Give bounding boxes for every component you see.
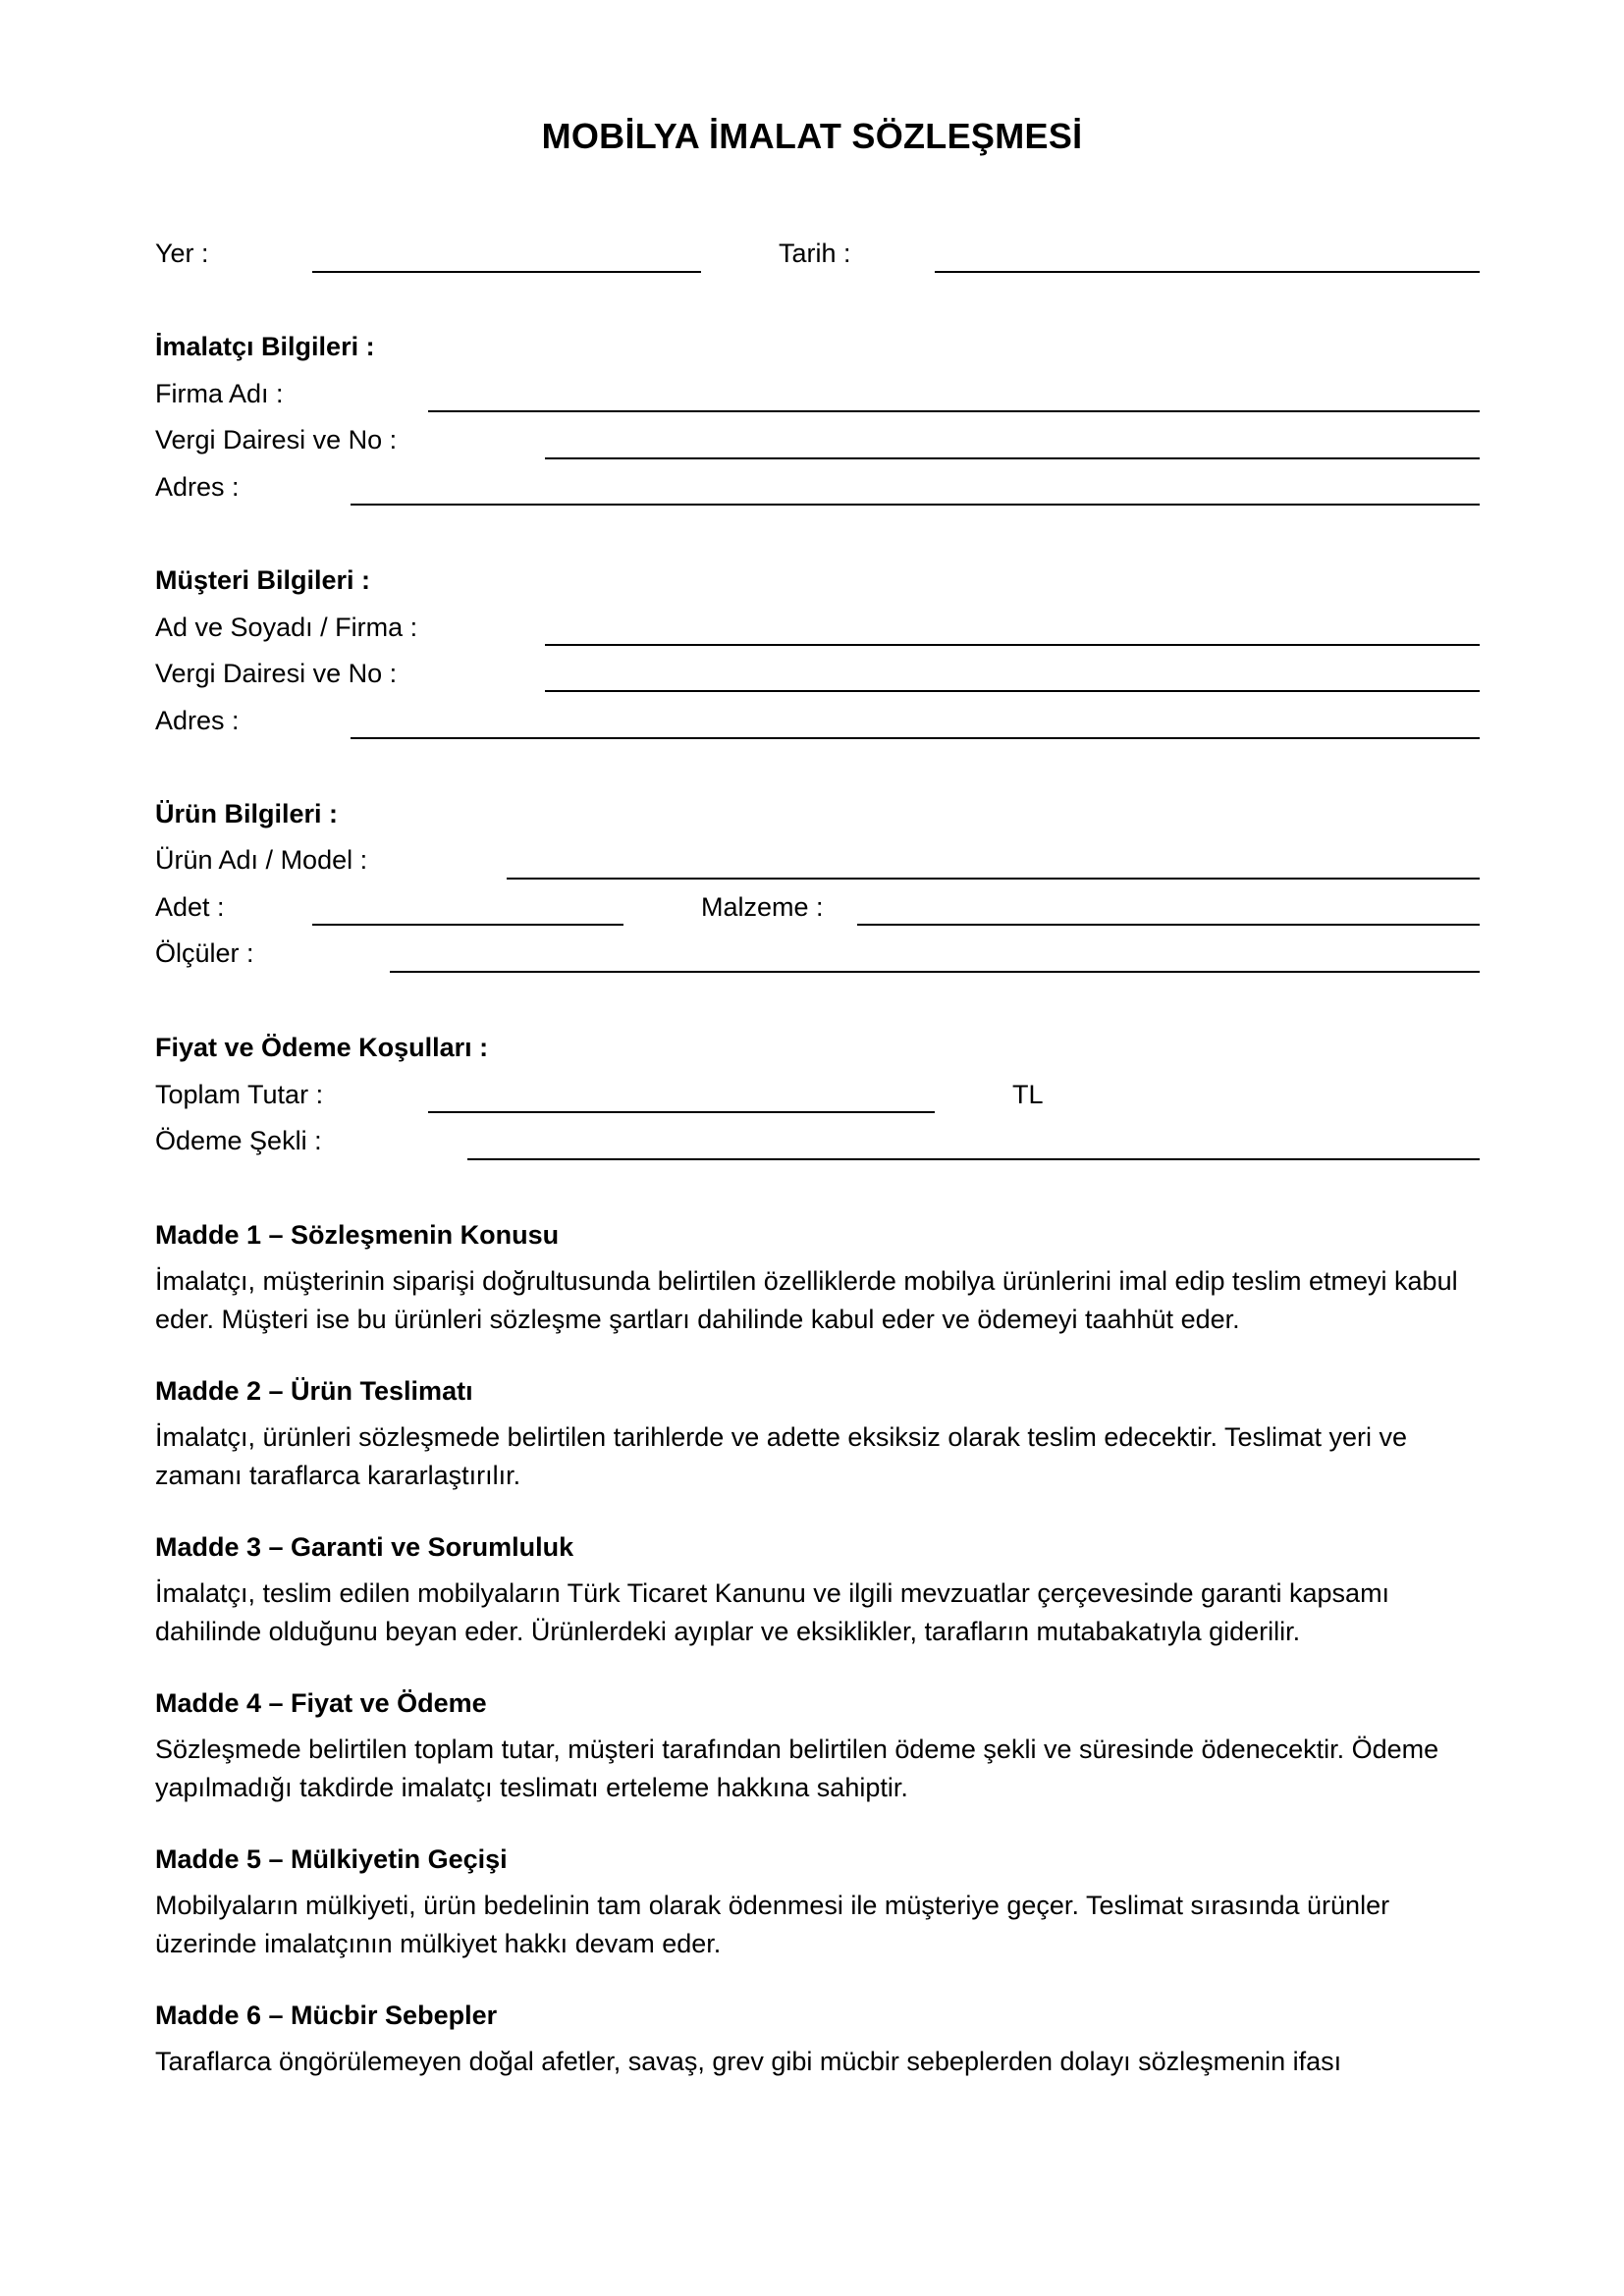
total-amount-label: Toplam Tutar : bbox=[155, 1080, 324, 1109]
product-heading: Ürün Bilgileri : bbox=[155, 799, 339, 828]
customer-address-label: Adres : bbox=[155, 706, 240, 735]
article-5-text: Mobilyaların mülkiyeti, ürün bedelinin tam olarak ödenmesi ile müşteriye geçer. Teslimat sırasında ürünler üzerinde imalatçının mülkiyet hakkı devam eder. bbox=[155, 1891, 1390, 1958]
date-field[interactable] bbox=[935, 271, 1480, 273]
article-5-heading: Madde 5 – Mülkiyetin Geçişi bbox=[155, 1844, 508, 1874]
article-2-heading: Madde 2 – Ürün Teslimatı bbox=[155, 1376, 473, 1406]
manufacturer-tax-field[interactable] bbox=[545, 457, 1480, 459]
total-amount-field[interactable] bbox=[428, 1111, 935, 1113]
product-quantity-label: Adet : bbox=[155, 892, 225, 922]
manufacturer-company-field[interactable] bbox=[428, 410, 1480, 412]
article-1-heading: Madde 1 – Sözleşmenin Konusu bbox=[155, 1220, 560, 1250]
payment-heading: Fiyat ve Ödeme Koşulları : bbox=[155, 1033, 489, 1062]
product-material-label: Malzeme : bbox=[701, 892, 824, 922]
customer-tax-label: Vergi Dairesi ve No : bbox=[155, 659, 398, 688]
manufacturer-tax-label: Vergi Dairesi ve No : bbox=[155, 425, 398, 454]
customer-heading: Müşteri Bilgileri : bbox=[155, 565, 371, 595]
manufacturer-address-label: Adres : bbox=[155, 472, 240, 502]
customer-address-field[interactable] bbox=[351, 737, 1480, 739]
date-label: Tarih : bbox=[779, 239, 851, 268]
manufacturer-heading: İmalatçı Bilgileri : bbox=[155, 332, 375, 361]
payment-method-label: Ödeme Şekli : bbox=[155, 1126, 322, 1155]
product-name-field[interactable] bbox=[507, 878, 1480, 880]
product-dimensions-label: Ölçüler : bbox=[155, 938, 254, 968]
article-6-text: Taraflarca öngörülemeyen doğal afetler, savaş, grev gibi mücbir sebeplerden dolayı sözleşmenin ifası bbox=[155, 2047, 1342, 2076]
article-4-text: Sözleşmede belirtilen toplam tutar, müşteri tarafından belirtilen ödeme şekli ve süresinde ödenecektir. Ödeme yapılmadığı takdirde imalatçı teslimatı erteleme hakkına sahiptir. bbox=[155, 1735, 1439, 1802]
place-label: Yer : bbox=[155, 239, 209, 268]
customer-name-label: Ad ve Soyadı / Firma : bbox=[155, 613, 418, 642]
product-dimensions-field[interactable] bbox=[390, 971, 1480, 973]
product-name-label: Ürün Adı / Model : bbox=[155, 845, 368, 875]
article-3-heading: Madde 3 – Garanti ve Sorumluluk bbox=[155, 1532, 574, 1562]
place-field[interactable] bbox=[312, 271, 701, 273]
page-title: MOBİLYA İMALAT SÖZLEŞMESİ bbox=[541, 116, 1083, 156]
customer-tax-field[interactable] bbox=[545, 690, 1480, 692]
article-4-heading: Madde 4 – Fiyat ve Ödeme bbox=[155, 1688, 487, 1718]
article-3-text: İmalatçı, teslim edilen mobilyaların Türk Ticaret Kanunu ve ilgili mevzuatlar çerçevesinde garanti kapsamı dahilinde olduğunu beyan eder. Ürünlerdeki ayıplar ve eksiklikler, tarafların mutabakatıyla giderilir. bbox=[155, 1578, 1390, 1646]
currency-label: TL bbox=[1012, 1080, 1044, 1109]
product-material-field[interactable] bbox=[857, 924, 1480, 926]
article-6-heading: Madde 6 – Mücbir Sebepler bbox=[155, 2001, 498, 2030]
manufacturer-company-label: Firma Adı : bbox=[155, 379, 284, 408]
article-2-text: İmalatçı, ürünleri sözleşmede belirtilen tarihlerde ve adette eksiksiz olarak teslim edecektir. Teslimat yeri ve zamanı taraflarca kararlaştırılır. bbox=[155, 1422, 1408, 1490]
manufacturer-address-field[interactable] bbox=[351, 504, 1480, 506]
article-1-text: İmalatçı, müşterinin siparişi doğrultusunda belirtilen özelliklerde mobilya ürünlerini imal edip teslim etmeyi kabul eder. Müşteri ise bu ürünleri sözleşme şartları dahilinde kabul eder ve ödemeyi taahhüt eder. bbox=[155, 1266, 1458, 1334]
product-quantity-field[interactable] bbox=[312, 924, 623, 926]
payment-method-field[interactable] bbox=[467, 1158, 1480, 1160]
customer-name-field[interactable] bbox=[545, 644, 1480, 646]
